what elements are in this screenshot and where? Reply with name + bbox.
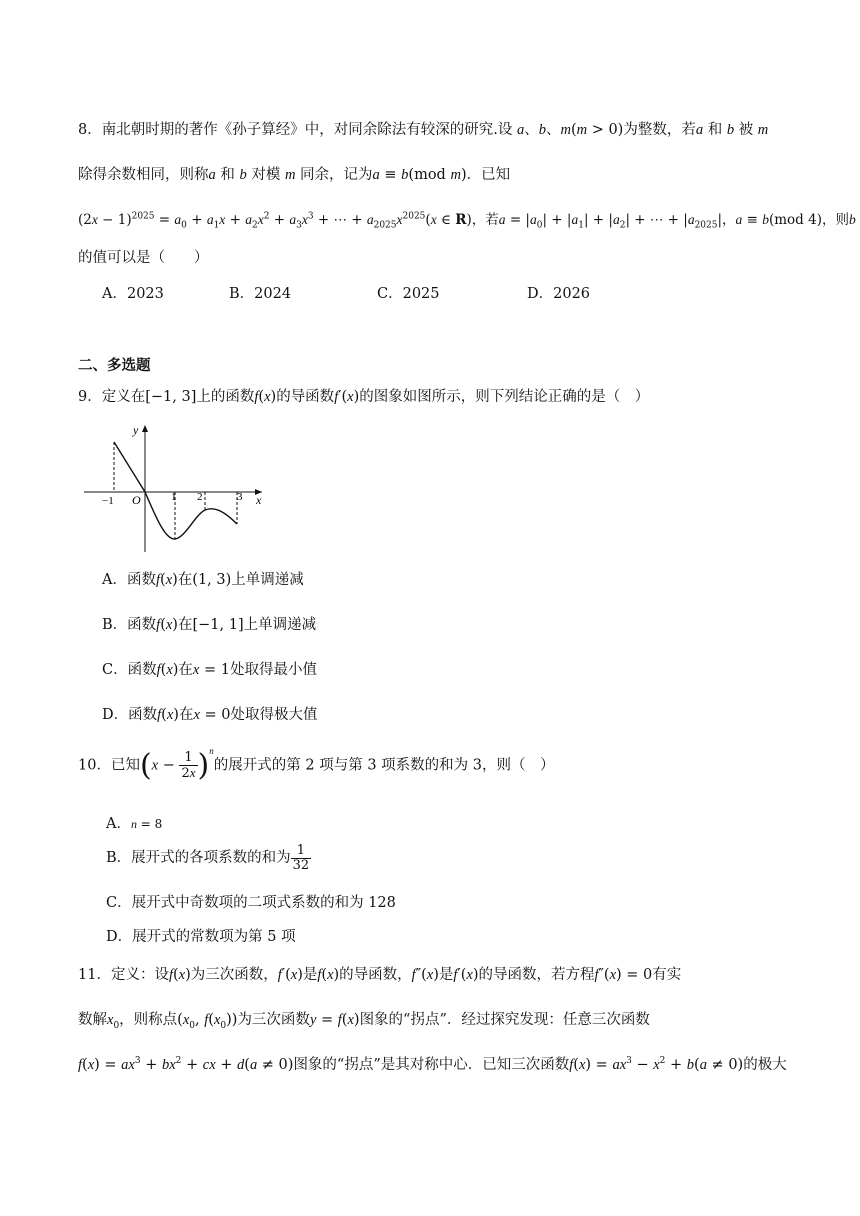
tick-label-2: 2 xyxy=(197,491,203,503)
q9-stem: 9．定义在[−1, 3]上的函数f(x)的导函数f′(x)的图象如图所示，则下列结论正确的是（ ） xyxy=(78,389,650,405)
q10-stem: 10．已知(x − $\frac{1}{2x}$ )$^n$的展开式的第 2 项与第 3 项系数的和为 3，则（ ） xyxy=(78,745,555,783)
derivative-graph xyxy=(80,420,270,555)
x-axis-label: x xyxy=(256,493,262,507)
y-axis-label: y xyxy=(133,423,139,437)
q10-option-c: C．展开式中奇数项的二项式系数的和为 128 xyxy=(106,895,396,911)
q8-line3: $(2x - 1)^{2025} = a_0 + a_1x + a_2x^2 + a_3x^3$ + ⋯ + $a_{2025}x^{2025}(x$ ∈ R)，若$a = |a_0| + |a_1| + |a_2|$ + ⋯ + $|a_{2025}|$，a ≡ b(mod 4)，则b xyxy=(78,211,856,231)
tick-label-1: 1 xyxy=(171,491,177,503)
q11-line2: 数解$x_0$，则称点($x_0$, $f(x_0)$)为三次函数y = f(x)图象的“拐点”．经过探究发现：任意三次函数 xyxy=(78,1012,650,1031)
q9-option-a: A．函数f(x)在(1, 3)上单调递减 xyxy=(102,572,304,588)
q10-option-b: B．展开式的各项系数的和为 $\frac{1}{32}$ xyxy=(106,843,310,873)
q8-line2: 除得余数相同，则称a 和 b 对模 m 同余，记为a ≡ b(mod m)．已知 xyxy=(78,167,511,183)
q8-number: 8． xyxy=(78,122,102,138)
q8-option-a: A．2023 xyxy=(102,286,164,302)
q11-line1: 11．定义：设f(x)为三次函数，f′(x)是f(x)的导函数，f″(x)是f′(x)的导函数，若方程f″(x) = 0有实 xyxy=(78,967,682,983)
tick-label-3: 3 xyxy=(237,491,243,503)
q8-line1: 8．南北朝时期的著作《孙子算经》中，对同余除法有较深的研究.设 a、b、m(m > 0)为整数，若a 和 b 被 m xyxy=(78,122,769,138)
q11-line3: $f(x) = ax^3 + bx^2$ + cx + d(a ≠ 0)图象的“拐点”是其对称中心．已知三次函数$f(x) = ax^3 - x^2 + b(a \ne 0)$的极大 xyxy=(78,1056,787,1073)
q8-option-c: C．2025 xyxy=(377,286,440,302)
q10-option-a: A．n = 8 xyxy=(106,816,163,832)
q10-option-d: D．展开式的常数项为第 5 项 xyxy=(106,929,296,945)
q9-option-c: C．函数f(x)在x = 1处取得最小值 xyxy=(102,662,317,678)
q8-line4: 的值可以是（ ） xyxy=(78,250,209,266)
section-title: 二、多选题 xyxy=(78,357,151,374)
q8-option-d: D．2026 xyxy=(527,286,591,302)
tick-label-neg1: −1 xyxy=(102,495,114,507)
q9-option-b: B．函数f(x)在[−1, 1]上单调递减 xyxy=(102,617,317,633)
q8-option-b: B．2024 xyxy=(229,286,292,302)
origin-label: O xyxy=(132,493,141,507)
q9-option-d: D．函数f(x)在x = 0处取得极大值 xyxy=(102,707,318,723)
